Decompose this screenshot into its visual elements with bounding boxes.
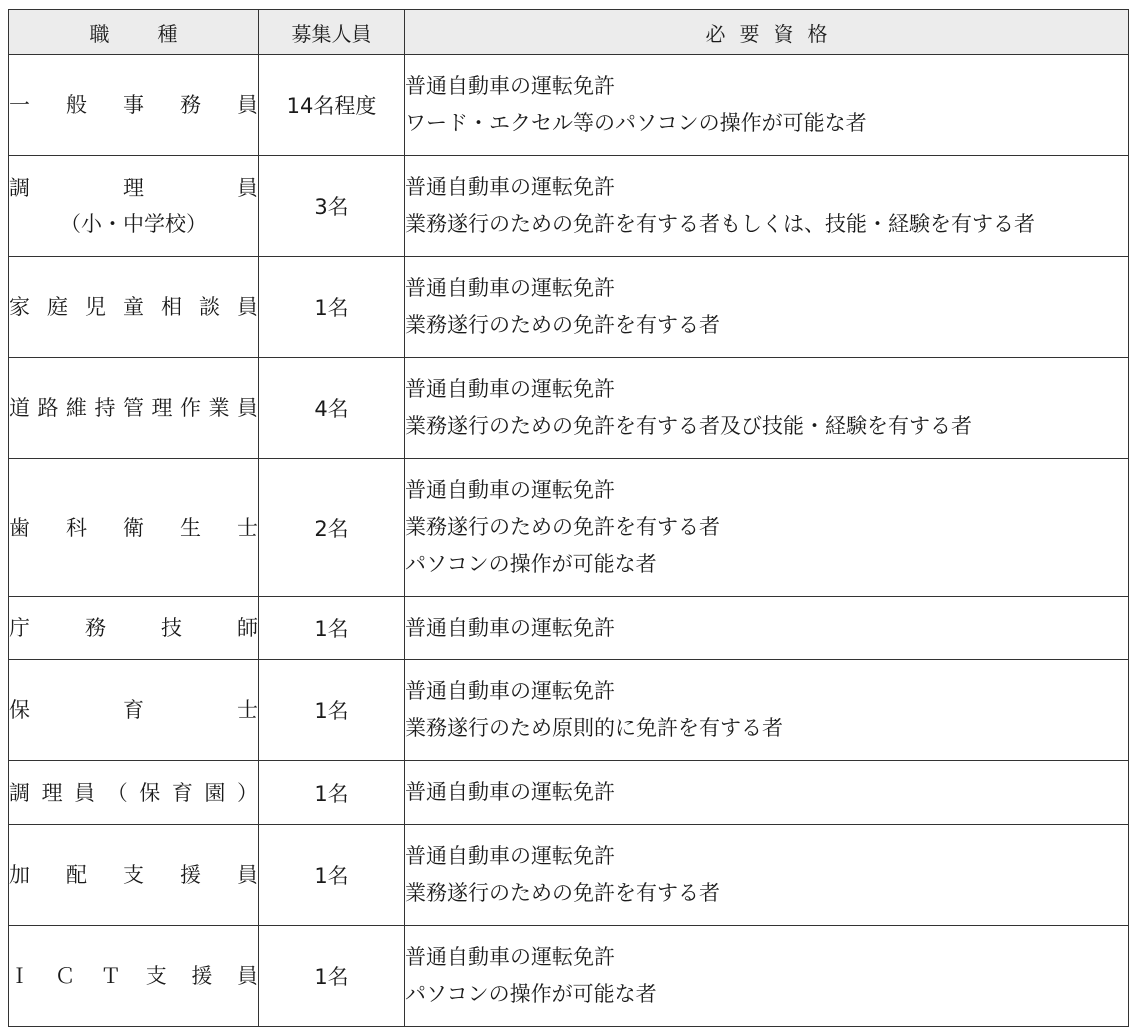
job-type-char: 調 [9,176,30,200]
job-type-cell [9,926,259,1027]
recruit-count-cell: 1名 [259,825,405,926]
job-type-char: 員 [237,295,258,319]
job-type-char: 般 [66,93,87,117]
qualifications-cell [405,156,1129,257]
qualifications-cell [405,825,1129,926]
job-type-char: 援 [180,863,201,887]
job-type-char: Ｃ [54,964,76,988]
job-type-char: 管 [123,396,144,420]
job-type-char: 育 [123,698,144,722]
qualifications-cell [405,761,1129,825]
qualification-line: 普通自動車の運転免許 [405,276,615,300]
job-type-cell [9,358,259,459]
job-type-char: 談 [199,295,220,319]
table-row [9,597,1129,660]
table-row [9,459,1129,597]
job-type-char: 科 [66,515,87,540]
header-qual-char: 要 [739,21,760,46]
recruit-count-cell: 2名 [259,459,405,597]
job-type-char: 配 [66,863,87,887]
job-type-name [9,857,258,893]
job-type-char: 援 [191,964,213,988]
job-type-cell [9,761,259,825]
job-type-char: 理 [41,780,63,805]
job-type-cell [9,459,259,597]
job-type-char: Ｉ [9,964,30,988]
header-qualifications [405,10,1129,55]
qualifications-cell [405,459,1129,597]
table-row [9,825,1129,926]
qualification-line: 業務遂行のための免許を有する者 [405,881,720,905]
qualifications-cell [405,597,1129,660]
qualification-line: 普通自動車の運転免許 [405,945,615,969]
qualification-line: 業務遂行のための免許を有する者もしくは、技能・経験を有する者 [405,212,1035,236]
job-type-cell [9,825,259,926]
job-type-name [9,170,258,206]
table-row [9,257,1129,358]
qualification-line: 普通自動車の運転免許 [405,175,615,199]
recruit-count-cell: 1名 [259,257,405,358]
job-type-char: 庁 [9,616,30,640]
job-type-char: 員 [237,93,258,117]
job-type-char: 相 [161,295,182,319]
job-type-cell [9,257,259,358]
qualification-line: 普通自動車の運転免許 [405,615,615,640]
qualification-line: パソコンの操作が可能な者 [405,552,657,576]
qualification-line: 業務遂行のため原則的に免許を有する者 [405,716,783,740]
job-type-char: 員 [237,396,258,420]
recruit-count-cell: 1名 [259,660,405,761]
job-type-char: 路 [37,396,59,420]
job-type-char: 歯 [9,515,30,540]
job-type-name [9,958,258,994]
job-type-char: 員 [237,863,258,887]
qualifications-cell [405,660,1129,761]
header-qual-char: 必 [705,21,726,46]
header-count: 募集人員 [259,10,405,55]
job-type-char: （ [106,780,128,805]
job-type-char: 児 [85,295,106,319]
table-row [9,55,1129,156]
header-job-char: 職 [89,21,110,46]
job-type-name [9,390,258,426]
qualification-line: 業務遂行のための免許を有する者 [405,515,720,539]
job-type-cell [9,660,259,761]
job-type-char: 支 [123,863,144,887]
job-type-char: 加 [9,863,30,887]
job-type-char: 技 [161,616,182,640]
job-type-char: 保 [9,698,30,722]
job-type-char: 事 [123,93,144,117]
job-type-char: 務 [85,616,106,640]
recruit-count-cell: 14名程度 [259,55,405,156]
job-type-char: 支 [145,964,167,988]
job-type-name [9,610,258,646]
qualifications-cell [405,358,1129,459]
job-type-char: 庭 [47,295,68,319]
job-type-char: 調 [9,780,30,805]
job-type-char: 園 [204,780,226,805]
job-type-char: 作 [180,396,201,420]
job-type-char: 維 [66,396,87,420]
header-job-type [9,10,259,55]
job-type-char: 士 [237,515,258,540]
job-type-char: 保 [139,780,161,805]
job-type-char: 生 [180,515,201,540]
table-row [9,761,1129,825]
recruit-count-cell: 4名 [259,358,405,459]
qualification-line: 普通自動車の運転免許 [405,478,615,502]
job-type-name [9,289,258,325]
job-type-char: 理 [123,176,144,200]
job-type-char: 員 [236,964,258,988]
qualification-line: 普通自動車の運転免許 [405,377,615,401]
qualifications-cell [405,257,1129,358]
job-type-char: 一 [9,93,30,117]
header-qual-char: 資 [773,21,794,46]
qualification-line: 普通自動車の運転免許 [405,74,615,98]
table-row [9,660,1129,761]
qualification-line: 普通自動車の運転免許 [405,780,615,804]
job-type-char: 童 [123,295,144,319]
job-type-char: 員 [237,176,258,200]
job-type-char: 士 [237,698,258,722]
job-type-char: 理 [151,396,173,420]
qualification-line: 業務遂行のための免許を有する者及び技能・経験を有する者 [405,414,972,438]
job-type-name [9,510,258,546]
job-type-char: ） [236,780,258,805]
job-type-char: Ｔ [100,964,122,988]
qualifications-cell [405,926,1129,1027]
table-row [9,358,1129,459]
qualification-line: パソコンの操作が可能な者 [405,982,657,1006]
job-type-char: 務 [180,93,201,117]
job-type-cell [9,156,259,257]
recruit-count-cell: 1名 [259,761,405,825]
header-row [9,10,1129,55]
job-type-char: 道 [9,396,30,420]
job-type-name [9,87,258,123]
job-type-char: 育 [171,780,193,805]
job-type-cell [9,55,259,156]
qualification-line: 業務遂行のための免許を有する者 [405,313,720,337]
recruitment-table [8,9,1129,1027]
job-type-char: 家 [9,295,30,319]
job-type-char: 衛 [123,515,144,540]
job-type-char: 員 [74,780,96,805]
job-type-name [9,692,258,728]
recruit-count-cell: 3名 [259,156,405,257]
recruit-count-cell: 1名 [259,597,405,660]
job-type-char: 師 [237,616,258,640]
qualifications-cell [405,55,1129,156]
job-type-subtitle: （小・中学校） [60,212,207,236]
qualification-line: 普通自動車の運転免許 [405,679,615,703]
header-job-char: 種 [157,21,178,46]
job-type-cell [9,597,259,660]
qualification-line: 普通自動車の運転免許 [405,844,615,868]
recruit-count-cell: 1名 [259,926,405,1027]
job-type-name [9,775,258,811]
job-type-char: 持 [94,396,116,420]
job-type-char: 業 [208,396,230,420]
qualification-line: ワード・エクセル等のパソコンの操作が可能な者 [405,111,867,135]
header-qual-char: 格 [807,21,828,46]
table-row [9,926,1129,1027]
table-row [9,156,1129,257]
